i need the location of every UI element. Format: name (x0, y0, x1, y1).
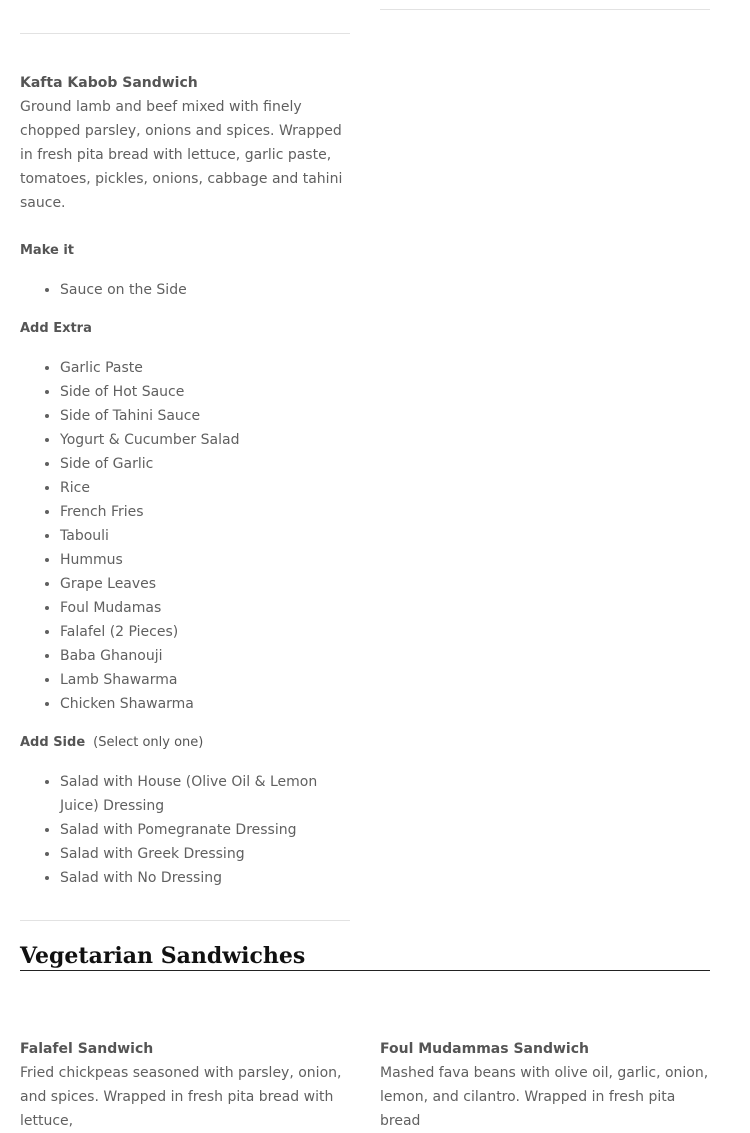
option-item[interactable]: • French Fries (60, 500, 350, 524)
option-item[interactable]: • Side of Tahini Sauce (60, 404, 350, 428)
menu-item-foul-mudammas[interactable] (380, 1037, 710, 1133)
divider-bottom-left (20, 920, 350, 921)
option-item[interactable]: • Baba Ghanouji (60, 644, 350, 668)
option-heading: Add Extra (20, 321, 92, 336)
option-item[interactable]: • Lamb Shawarma (60, 668, 350, 692)
option-heading (20, 731, 350, 755)
option-item[interactable]: • Side of Hot Sauce (60, 380, 350, 404)
item-description: Fried chickpeas seasoned with parsley, onion, and spices. Wrapped in fresh pita bread with lettuce, (20, 1065, 342, 1129)
menu-item-kafta[interactable] (20, 71, 350, 215)
option-item[interactable]: • Foul Mudamas (60, 596, 350, 620)
divider-top-right (380, 9, 710, 10)
left-column (20, 0, 350, 921)
option-item[interactable]: • Hummus (60, 548, 350, 572)
item-title: Foul Mudammas Sandwich (380, 1041, 589, 1057)
option-list (20, 356, 350, 716)
option-item[interactable]: • Sauce on the Side (60, 278, 350, 302)
option-item[interactable]: • Chicken Shawarma (60, 692, 350, 716)
option-item[interactable]: • Grape Leaves (60, 572, 350, 596)
option-heading: Make it (20, 243, 75, 258)
option-list (20, 770, 350, 890)
option-group-make-it (20, 239, 350, 302)
option-item[interactable]: • Salad with Pomegranate Dressing (60, 818, 350, 842)
menu-item-falafel[interactable] (20, 1037, 350, 1133)
item-description: Mashed fava beans with olive oil, garlic, onion, lemon, and cilantro. Wrapped in fresh pita bread (380, 1065, 709, 1129)
option-group-add-extra (20, 317, 350, 716)
item-description: Ground lamb and beef mixed with finely chopped parsley, onions and spices. Wrapped in fresh pita bread with lettuce, garlic paste, tomatoes, pickles, onions, cabbage and tahini sauce. (20, 99, 343, 211)
option-group-add-side (20, 731, 350, 890)
option-item[interactable]: • Salad with No Dressing (60, 866, 350, 890)
item-title: Falafel Sandwich (20, 1041, 154, 1057)
option-item[interactable]: • Salad with Greek Dressing (60, 842, 350, 866)
divider-top-left (20, 33, 350, 34)
right-column (380, 0, 710, 10)
section-heading-vegetarian: Vegetarian Sandwiches (20, 942, 710, 971)
option-item[interactable]: • Tabouli (60, 524, 350, 548)
option-heading-note: (Select only one) (93, 735, 204, 750)
option-item[interactable]: • Falafel (2 Pieces) (60, 620, 350, 644)
option-item[interactable]: • Side of Garlic (60, 452, 350, 476)
item-title: Kafta Kabob Sandwich (20, 75, 198, 91)
option-item[interactable]: • Rice (60, 476, 350, 500)
option-heading-label: Add Side (20, 735, 86, 750)
option-item[interactable]: • Garlic Paste (60, 356, 350, 380)
option-list (20, 278, 350, 302)
option-item[interactable]: • Yogurt & Cucumber Salad (60, 428, 350, 452)
option-item[interactable]: • Salad with House (Olive Oil & Lemon Juice) Dressing (60, 770, 350, 818)
